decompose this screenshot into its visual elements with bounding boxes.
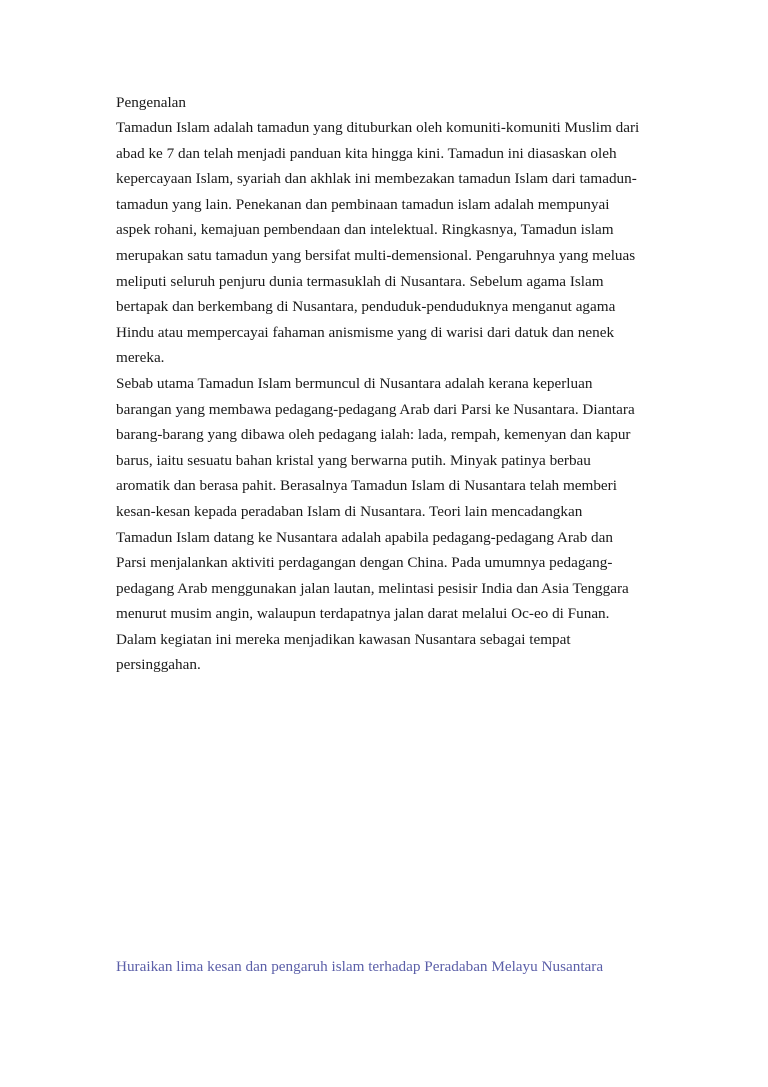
paragraph-line: kesan-kesan kepada peradaban Islam di Nusantara. Teori lain mencadangkan <box>116 502 583 520</box>
paragraph-line: merupakan satu tamadun yang bersifat multi-demensional. Pengaruhnya yang meluas <box>116 246 636 264</box>
document-body <box>116 90 656 678</box>
paragraph-line: Hindu atau mempercayai fahaman anismisme yang di warisi dari datuk dan nenek <box>116 323 615 341</box>
paragraph-line: tamadun yang lain. Penekanan dan pembinaan tamadun islam adalah mempunyai <box>116 195 610 213</box>
paragraph-pengenalan <box>116 115 656 371</box>
footer-heading: Huraikan lima kesan dan pengaruh islam terhadap Peradaban Melayu Nusantara <box>116 958 604 975</box>
paragraph-line: abad ke 7 dan telah menjadi panduan kita hingga kini. Tamadun ini diasaskan oleh <box>116 144 617 162</box>
paragraph-line: Tamadun Islam datang ke Nusantara adalah apabila pedagang-pedagang Arab dan <box>116 528 613 546</box>
paragraph-line: bertapak dan berkembang di Nusantara, penduduk-penduduknya menganut agama <box>116 298 616 316</box>
paragraph-line: barang-barang yang dibawa oleh pedagang ialah: lada, rempah, kemenyan dan kapur <box>116 426 631 444</box>
paragraph-line: kepercayaan Islam, syariah dan akhlak ini membezakan tamadun Islam dari tamadun- <box>116 170 637 188</box>
paragraph-line: barangan yang membawa pedagang-pedagang Arab dari Parsi ke Nusantara. Diantara <box>116 400 635 418</box>
paragraph-line: Sebab utama Tamadun Islam bermuncul di Nusantara adalah kerana keperluan <box>116 374 593 392</box>
paragraph-line: meliputi seluruh penjuru dunia termasuklah di Nusantara. Sebelum agama Islam <box>116 272 604 290</box>
paragraph-line: aromatik dan berasa pahit. Berasalnya Tamadun Islam di Nusantara telah memberi <box>116 477 617 495</box>
paragraph-line: Tamadun Islam adalah tamadun yang dituburkan oleh komuniti-komuniti Muslim dari <box>116 119 640 136</box>
paragraph-line: persinggahan. <box>116 656 201 674</box>
paragraph-sebab-utama <box>116 371 656 678</box>
paragraph-line: menurut musim angin, walaupun terdapatnya jalan darat melalui Oc-eo di Funan. <box>116 605 610 623</box>
paragraph-line: Dalam kegiatan ini mereka menjadikan kawasan Nusantara sebagai tempat <box>116 630 571 648</box>
paragraph-line: mereka. <box>116 349 165 367</box>
paragraph-line: Parsi menjalankan aktiviti perdagangan dengan China. Pada umumnya pedagang- <box>116 554 613 572</box>
section-heading: Pengenalan <box>116 94 187 111</box>
paragraph-line: barus, iaitu sesuatu bahan kristal yang berwarna putih. Minyak patinya berbau <box>116 451 591 469</box>
paragraph-line: aspek rohani, kemajuan pembendaan dan intelektual. Ringkasnya, Tamadun islam <box>116 221 614 239</box>
paragraph-line: pedagang Arab menggunakan jalan lautan, melintasi pesisir India dan Asia Tenggara <box>116 579 629 597</box>
